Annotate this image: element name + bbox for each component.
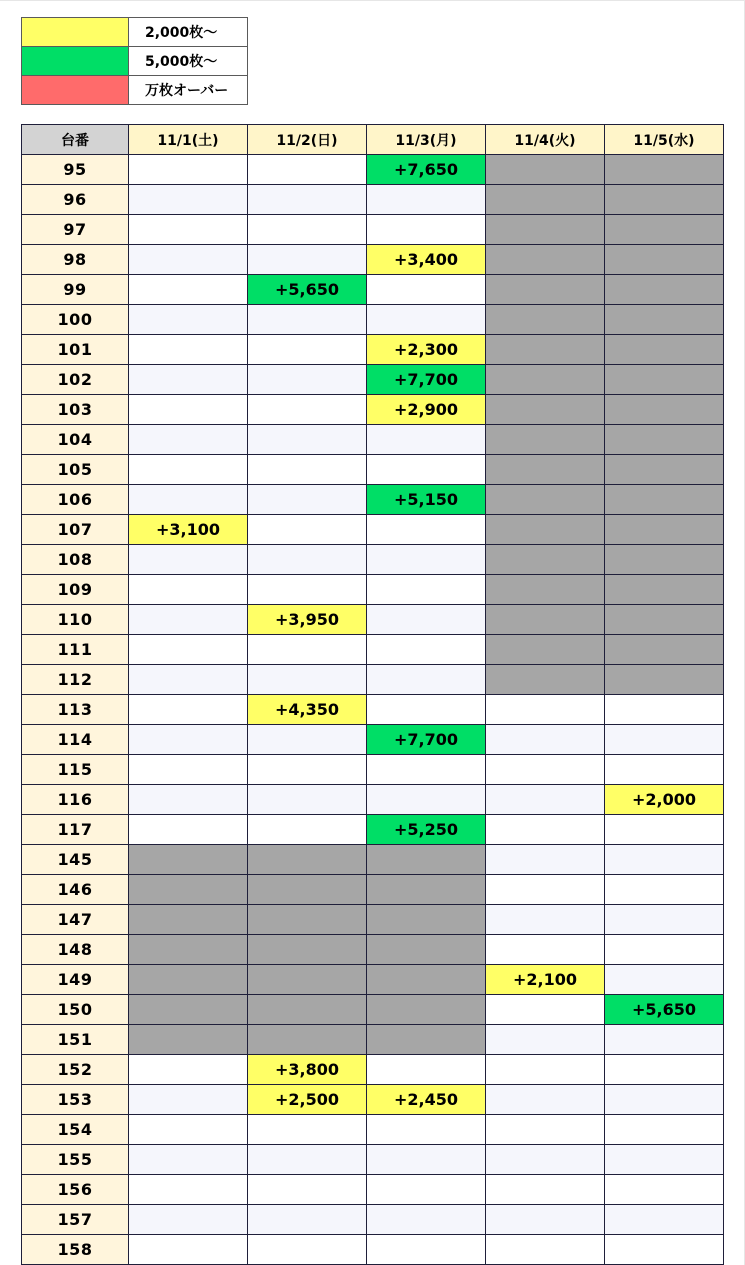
- top-border: [0, 0, 745, 1]
- result-cell[interactable]: [367, 785, 486, 815]
- table-row: [22, 605, 724, 635]
- closed-cell[interactable]: [605, 365, 724, 395]
- machine-number-cell[interactable]: 111: [22, 635, 129, 665]
- machine-number-cell[interactable]: 116: [22, 785, 129, 815]
- machine-number-cell[interactable]: 145: [22, 845, 129, 875]
- machine-number-cell[interactable]: 156: [22, 1175, 129, 1205]
- result-cell[interactable]: [129, 1235, 248, 1265]
- result-cell[interactable]: [605, 1085, 724, 1115]
- machine-number-cell[interactable]: 155: [22, 1145, 129, 1175]
- result-cell[interactable]: [367, 635, 486, 665]
- closed-cell[interactable]: [486, 455, 605, 485]
- result-cell[interactable]: [248, 155, 367, 185]
- result-cell[interactable]: [486, 755, 605, 785]
- result-cell[interactable]: [367, 305, 486, 335]
- result-cell[interactable]: [248, 335, 367, 365]
- closed-cell[interactable]: [129, 965, 248, 995]
- closed-cell[interactable]: [486, 335, 605, 365]
- result-cell[interactable]: [486, 725, 605, 755]
- result-cell[interactable]: [367, 665, 486, 695]
- result-cell[interactable]: [367, 1175, 486, 1205]
- result-cell[interactable]: [129, 185, 248, 215]
- result-cell[interactable]: +3,100: [129, 515, 248, 545]
- result-cell[interactable]: [248, 1115, 367, 1145]
- table-row: [22, 575, 724, 605]
- result-cell[interactable]: [129, 755, 248, 785]
- result-cell[interactable]: [129, 335, 248, 365]
- result-cell[interactable]: [367, 1055, 486, 1085]
- closed-cell[interactable]: [367, 935, 486, 965]
- result-cell[interactable]: [486, 1235, 605, 1265]
- result-cell[interactable]: [367, 185, 486, 215]
- result-cell[interactable]: [367, 515, 486, 545]
- result-cell[interactable]: +2,300: [367, 335, 486, 365]
- closed-cell[interactable]: [129, 875, 248, 905]
- legend-row: [22, 47, 248, 76]
- result-cell[interactable]: +5,250: [367, 815, 486, 845]
- machine-number-cell[interactable]: 97: [22, 215, 129, 245]
- result-cell[interactable]: [367, 1115, 486, 1145]
- result-cell[interactable]: [248, 245, 367, 275]
- result-cell[interactable]: [129, 665, 248, 695]
- table-row: [22, 845, 724, 875]
- table-row: [22, 905, 724, 935]
- machine-number-cell[interactable]: 95: [22, 155, 129, 185]
- result-cell[interactable]: [129, 215, 248, 245]
- result-cell[interactable]: [248, 1205, 367, 1235]
- result-cell[interactable]: [129, 1145, 248, 1175]
- table-row: [22, 695, 724, 725]
- result-cell[interactable]: [367, 695, 486, 725]
- legend-row: [22, 76, 248, 105]
- result-cell[interactable]: [248, 545, 367, 575]
- machine-number-cell[interactable]: 151: [22, 1025, 129, 1055]
- result-cell[interactable]: [605, 1145, 724, 1175]
- table-row: [22, 545, 724, 575]
- machine-number-cell[interactable]: 154: [22, 1115, 129, 1145]
- result-cell[interactable]: +2,000: [605, 785, 724, 815]
- table-row: [22, 995, 724, 1025]
- result-cell[interactable]: [129, 725, 248, 755]
- result-cell[interactable]: [248, 1145, 367, 1175]
- table-row: [22, 215, 724, 245]
- results-table: [21, 124, 724, 1265]
- result-cell[interactable]: [129, 785, 248, 815]
- table-row: [22, 305, 724, 335]
- legend-label[interactable]: 万枚オーバー: [129, 76, 248, 105]
- result-cell[interactable]: [367, 275, 486, 305]
- header-date-3[interactable]: 11/3(月): [367, 125, 486, 155]
- result-cell[interactable]: [605, 755, 724, 785]
- result-cell[interactable]: +3,950: [248, 605, 367, 635]
- closed-cell[interactable]: [605, 575, 724, 605]
- machine-number-cell[interactable]: 109: [22, 575, 129, 605]
- closed-cell[interactable]: [486, 215, 605, 245]
- machine-number-cell[interactable]: 146: [22, 875, 129, 905]
- machine-number-cell[interactable]: 104: [22, 425, 129, 455]
- closed-cell[interactable]: [605, 275, 724, 305]
- result-cell[interactable]: [486, 935, 605, 965]
- table-row: [22, 365, 724, 395]
- closed-cell[interactable]: [248, 995, 367, 1025]
- legend-swatch[interactable]: [22, 47, 129, 76]
- result-cell[interactable]: [605, 1025, 724, 1055]
- legend-row: [22, 18, 248, 47]
- closed-cell[interactable]: [486, 635, 605, 665]
- machine-number-cell[interactable]: 117: [22, 815, 129, 845]
- result-cell[interactable]: [605, 935, 724, 965]
- table-row: [22, 935, 724, 965]
- result-cell[interactable]: [486, 1205, 605, 1235]
- result-cell[interactable]: [129, 1205, 248, 1235]
- closed-cell[interactable]: [367, 845, 486, 875]
- result-cell[interactable]: +7,700: [367, 365, 486, 395]
- result-cell[interactable]: [605, 875, 724, 905]
- machine-number-cell[interactable]: 100: [22, 305, 129, 335]
- table-row: [22, 455, 724, 485]
- result-cell[interactable]: [129, 395, 248, 425]
- result-cell[interactable]: [486, 845, 605, 875]
- result-cell[interactable]: [486, 905, 605, 935]
- closed-cell[interactable]: [248, 875, 367, 905]
- table-row: [22, 395, 724, 425]
- table-row: [22, 185, 724, 215]
- table-row: [22, 725, 724, 755]
- table-row: [22, 965, 724, 995]
- table-row: [22, 245, 724, 275]
- closed-cell[interactable]: [486, 605, 605, 635]
- result-cell[interactable]: [605, 815, 724, 845]
- closed-cell[interactable]: [248, 905, 367, 935]
- closed-cell[interactable]: [605, 635, 724, 665]
- closed-cell[interactable]: [605, 665, 724, 695]
- machine-number-cell[interactable]: 158: [22, 1235, 129, 1265]
- table-row: [22, 635, 724, 665]
- machine-number-cell[interactable]: 153: [22, 1085, 129, 1115]
- result-cell[interactable]: +2,900: [367, 395, 486, 425]
- header-date-4[interactable]: 11/4(火): [486, 125, 605, 155]
- result-cell[interactable]: [367, 425, 486, 455]
- result-cell[interactable]: [248, 395, 367, 425]
- result-cell[interactable]: [367, 1145, 486, 1175]
- result-cell[interactable]: [367, 1205, 486, 1235]
- table-row: [22, 1145, 724, 1175]
- result-cell[interactable]: [486, 815, 605, 845]
- result-cell[interactable]: [129, 305, 248, 335]
- result-cell[interactable]: [248, 815, 367, 845]
- closed-cell[interactable]: [129, 935, 248, 965]
- result-cell[interactable]: +5,150: [367, 485, 486, 515]
- result-cell[interactable]: [605, 725, 724, 755]
- table-row: [22, 485, 724, 515]
- result-cell[interactable]: [486, 695, 605, 725]
- result-cell[interactable]: [248, 1175, 367, 1205]
- result-cell[interactable]: +7,650: [367, 155, 486, 185]
- result-cell[interactable]: [248, 755, 367, 785]
- table-row: [22, 815, 724, 845]
- result-cell[interactable]: +3,800: [248, 1055, 367, 1085]
- closed-cell[interactable]: [367, 905, 486, 935]
- closed-cell[interactable]: [129, 845, 248, 875]
- machine-number-cell[interactable]: 108: [22, 545, 129, 575]
- result-cell[interactable]: [486, 1175, 605, 1205]
- result-cell[interactable]: [605, 1175, 724, 1205]
- result-cell[interactable]: [367, 575, 486, 605]
- result-cell[interactable]: [248, 455, 367, 485]
- table-row: [22, 1055, 724, 1085]
- result-cell[interactable]: [129, 245, 248, 275]
- closed-cell[interactable]: [486, 305, 605, 335]
- machine-number-cell[interactable]: 106: [22, 485, 129, 515]
- closed-cell[interactable]: [486, 425, 605, 455]
- result-cell[interactable]: [605, 1235, 724, 1265]
- closed-cell[interactable]: [605, 155, 724, 185]
- result-cell[interactable]: [486, 875, 605, 905]
- result-cell[interactable]: [129, 695, 248, 725]
- table-row: [22, 785, 724, 815]
- result-cell[interactable]: [129, 635, 248, 665]
- closed-cell[interactable]: [248, 1025, 367, 1055]
- closed-cell[interactable]: [605, 185, 724, 215]
- closed-cell[interactable]: [605, 485, 724, 515]
- machine-number-cell[interactable]: 157: [22, 1205, 129, 1235]
- table-row: [22, 755, 724, 785]
- result-cell[interactable]: [129, 425, 248, 455]
- machine-number-cell[interactable]: 147: [22, 905, 129, 935]
- result-cell[interactable]: [367, 605, 486, 635]
- machine-number-cell[interactable]: 150: [22, 995, 129, 1025]
- closed-cell[interactable]: [248, 935, 367, 965]
- result-cell[interactable]: [605, 845, 724, 875]
- machine-number-cell[interactable]: 96: [22, 185, 129, 215]
- result-cell[interactable]: +5,650: [248, 275, 367, 305]
- machine-number-cell[interactable]: 148: [22, 935, 129, 965]
- result-cell[interactable]: [129, 275, 248, 305]
- table-row: [22, 875, 724, 905]
- result-cell[interactable]: [486, 1145, 605, 1175]
- table-row: [22, 1175, 724, 1205]
- result-cell[interactable]: [248, 365, 367, 395]
- result-cell[interactable]: [248, 785, 367, 815]
- result-cell[interactable]: +4,350: [248, 695, 367, 725]
- legend-label[interactable]: 5,000枚～: [129, 47, 248, 76]
- result-cell[interactable]: [367, 1235, 486, 1265]
- machine-number-cell[interactable]: 115: [22, 755, 129, 785]
- result-cell[interactable]: +7,700: [367, 725, 486, 755]
- closed-cell[interactable]: [605, 425, 724, 455]
- result-cell[interactable]: [486, 1025, 605, 1055]
- result-cell[interactable]: [248, 185, 367, 215]
- header-date-1[interactable]: 11/1(土): [129, 125, 248, 155]
- closed-cell[interactable]: [605, 335, 724, 365]
- machine-number-cell[interactable]: 152: [22, 1055, 129, 1085]
- result-cell[interactable]: [129, 545, 248, 575]
- machine-number-cell[interactable]: 101: [22, 335, 129, 365]
- result-cell[interactable]: [129, 1085, 248, 1115]
- table-row: [22, 1025, 724, 1055]
- result-cell[interactable]: [486, 1085, 605, 1115]
- result-cell[interactable]: [248, 485, 367, 515]
- closed-cell[interactable]: [486, 395, 605, 425]
- machine-number-cell[interactable]: 110: [22, 605, 129, 635]
- closed-cell[interactable]: [486, 575, 605, 605]
- closed-cell[interactable]: [486, 155, 605, 185]
- machine-number-cell[interactable]: 99: [22, 275, 129, 305]
- result-cell[interactable]: +5,650: [605, 995, 724, 1025]
- legend-swatch[interactable]: [22, 76, 129, 105]
- closed-cell[interactable]: [605, 305, 724, 335]
- closed-cell[interactable]: [605, 395, 724, 425]
- result-cell[interactable]: [486, 1055, 605, 1085]
- closed-cell[interactable]: [248, 845, 367, 875]
- closed-cell[interactable]: [486, 665, 605, 695]
- result-cell[interactable]: [129, 1055, 248, 1085]
- result-cell[interactable]: [367, 545, 486, 575]
- table-row: [22, 1205, 724, 1235]
- result-cell[interactable]: [248, 725, 367, 755]
- table-row: [22, 665, 724, 695]
- result-cell[interactable]: [248, 215, 367, 245]
- closed-cell[interactable]: [367, 965, 486, 995]
- machine-number-cell[interactable]: 113: [22, 695, 129, 725]
- result-cell[interactable]: [367, 455, 486, 485]
- machine-number-cell[interactable]: 112: [22, 665, 129, 695]
- closed-cell[interactable]: [367, 1025, 486, 1055]
- closed-cell[interactable]: [486, 515, 605, 545]
- legend-swatch[interactable]: [22, 18, 129, 47]
- machine-number-cell[interactable]: 102: [22, 365, 129, 395]
- closed-cell[interactable]: [486, 245, 605, 275]
- result-cell[interactable]: [248, 1235, 367, 1265]
- legend-label[interactable]: 2,000枚～: [129, 18, 248, 47]
- closed-cell[interactable]: [605, 605, 724, 635]
- result-cell[interactable]: [248, 305, 367, 335]
- table-row: [22, 515, 724, 545]
- closed-cell[interactable]: [605, 455, 724, 485]
- result-cell[interactable]: [129, 1175, 248, 1205]
- result-cell[interactable]: +3,400: [367, 245, 486, 275]
- result-cell[interactable]: [129, 605, 248, 635]
- result-cell[interactable]: [605, 1205, 724, 1235]
- closed-cell[interactable]: [367, 995, 486, 1025]
- table-row: [22, 155, 724, 185]
- header-machine-number[interactable]: 台番: [22, 125, 129, 155]
- table-row: [22, 1115, 724, 1145]
- header-date-5[interactable]: 11/5(水): [605, 125, 724, 155]
- result-cell[interactable]: [129, 485, 248, 515]
- table-row: [22, 1235, 724, 1265]
- closed-cell[interactable]: [486, 275, 605, 305]
- closed-cell[interactable]: [129, 995, 248, 1025]
- result-cell[interactable]: [367, 215, 486, 245]
- header-row: [22, 125, 724, 155]
- machine-number-cell[interactable]: 114: [22, 725, 129, 755]
- result-cell[interactable]: [248, 425, 367, 455]
- result-cell[interactable]: [367, 755, 486, 785]
- table-row: [22, 425, 724, 455]
- result-cell[interactable]: [129, 575, 248, 605]
- closed-cell[interactable]: [486, 545, 605, 575]
- machine-number-cell[interactable]: 105: [22, 455, 129, 485]
- closed-cell[interactable]: [486, 365, 605, 395]
- result-cell[interactable]: [129, 455, 248, 485]
- table-row: [22, 335, 724, 365]
- table-row: [22, 275, 724, 305]
- closed-cell[interactable]: [605, 545, 724, 575]
- header-date-2[interactable]: 11/2(日): [248, 125, 367, 155]
- closed-cell[interactable]: [367, 875, 486, 905]
- closed-cell[interactable]: [486, 185, 605, 215]
- closed-cell[interactable]: [129, 905, 248, 935]
- machine-number-cell[interactable]: 98: [22, 245, 129, 275]
- result-cell[interactable]: [129, 1115, 248, 1145]
- result-cell[interactable]: [605, 695, 724, 725]
- result-cell[interactable]: +2,500: [248, 1085, 367, 1115]
- closed-cell[interactable]: [605, 215, 724, 245]
- result-cell[interactable]: [248, 575, 367, 605]
- result-cell[interactable]: [605, 965, 724, 995]
- result-cell[interactable]: [248, 635, 367, 665]
- result-cell[interactable]: [248, 665, 367, 695]
- result-cell[interactable]: +2,100: [486, 965, 605, 995]
- table-row: [22, 1085, 724, 1115]
- result-cell[interactable]: [248, 515, 367, 545]
- closed-cell[interactable]: [605, 515, 724, 545]
- result-cell[interactable]: [605, 1055, 724, 1085]
- closed-cell[interactable]: [605, 245, 724, 275]
- result-cell[interactable]: [129, 365, 248, 395]
- result-cell[interactable]: [486, 1115, 605, 1145]
- machine-number-cell[interactable]: 149: [22, 965, 129, 995]
- result-cell[interactable]: [605, 905, 724, 935]
- result-cell[interactable]: [486, 785, 605, 815]
- closed-cell[interactable]: [248, 965, 367, 995]
- closed-cell[interactable]: [486, 485, 605, 515]
- machine-number-cell[interactable]: 107: [22, 515, 129, 545]
- color-legend: [21, 17, 248, 105]
- machine-number-cell[interactable]: 103: [22, 395, 129, 425]
- result-cell[interactable]: [129, 155, 248, 185]
- result-cell[interactable]: [129, 815, 248, 845]
- result-cell[interactable]: +2,450: [367, 1085, 486, 1115]
- result-cell[interactable]: [605, 1115, 724, 1145]
- closed-cell[interactable]: [129, 1025, 248, 1055]
- result-cell[interactable]: [486, 995, 605, 1025]
